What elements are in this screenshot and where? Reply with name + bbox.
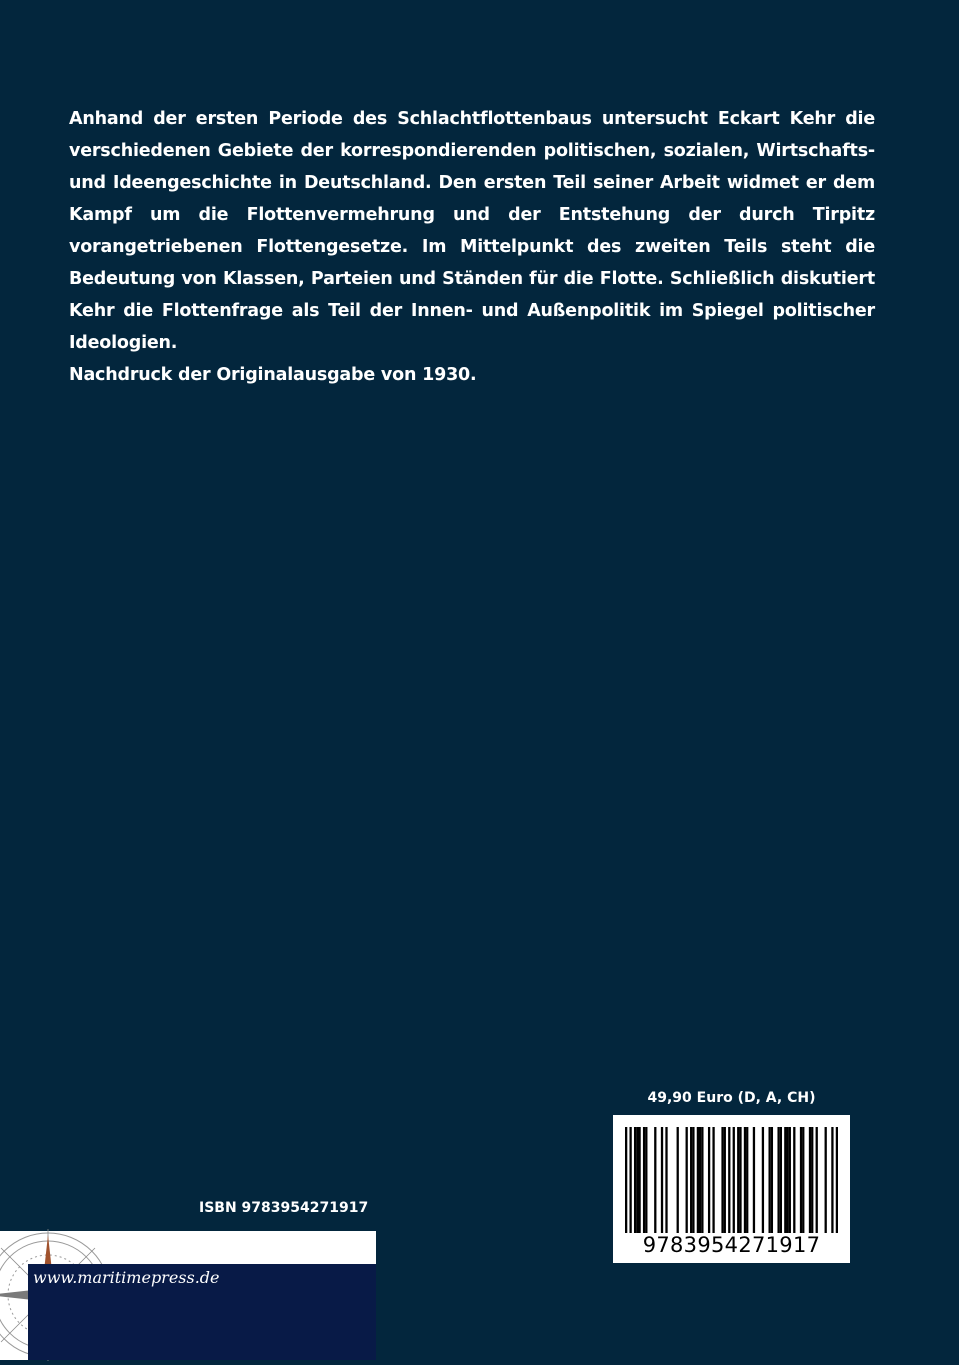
reprint-note: Nachdruck der Originalausgabe von 1930.: [69, 365, 477, 385]
barcode-bar: [634, 1127, 636, 1233]
barcode-bar: [629, 1127, 631, 1233]
barcode-bar: [746, 1127, 748, 1233]
barcode-bar: [811, 1127, 813, 1233]
barcode-bar: [728, 1127, 730, 1233]
barcode-bar: [645, 1127, 647, 1233]
barcode-bar: [739, 1127, 741, 1233]
barcode-bar: [780, 1127, 782, 1233]
barcode-bar: [692, 1127, 694, 1233]
barcode-bar: [721, 1127, 723, 1233]
barcode-bar: [771, 1127, 773, 1233]
barcode-bar: [809, 1127, 811, 1233]
barcode-bar: [784, 1127, 786, 1233]
barcode-bar: [825, 1127, 827, 1233]
barcode-icon: [625, 1127, 838, 1233]
barcode-bar: [789, 1127, 791, 1233]
barcode-bar: [708, 1127, 710, 1233]
barcode-bar: [724, 1127, 726, 1233]
publisher-logo-panel: [0, 1231, 376, 1360]
barcode-bar: [786, 1127, 788, 1233]
barcode-digits: 9783954271917: [642, 1233, 821, 1257]
barcode-bar: [733, 1127, 735, 1233]
barcode-bar: [831, 1127, 833, 1233]
barcode-bar: [665, 1127, 667, 1233]
barcode-bar: [686, 1127, 688, 1233]
barcode-bar: [793, 1127, 795, 1233]
barcode-bar: [654, 1127, 656, 1233]
barcode-bar: [677, 1127, 679, 1233]
isbn-label: ISBN 9783954271917: [199, 1200, 369, 1216]
barcode-bar: [816, 1127, 818, 1233]
barcode-bar: [638, 1127, 640, 1233]
blurb-text-block: [69, 103, 875, 391]
barcode-panel: [613, 1115, 850, 1263]
barcode-bar: [701, 1127, 703, 1233]
barcode-bar: [777, 1127, 779, 1233]
barcode-bar: [762, 1127, 764, 1233]
barcode-bar: [636, 1127, 638, 1233]
barcode-bar: [802, 1127, 804, 1233]
barcode-bar: [643, 1127, 645, 1233]
blurb-paragraph: Anhand der ersten Periode des Schlachtflottenbaus untersucht Eckart Kehr die verschiedenen Gebiete der korrespondierenden politischen, sozialen, Wirtschafts- und Ideengeschichte in Deutschland. Den ersten Teil seiner Arbeit widmet er dem Kampf um die Flottenvermehrung und der Entstehung der durch Tirpitz vorangetriebenen Flottengesetze. Im Mittelpunkt des zweiten Teils steht die Bedeutung von Klassen, Parteien und Ständen für die Flotte. Schließlich diskutiert Kehr die Flottenfrage als Teil der Innen- und Außenpolitik im Spiegel politischer Ideologien.: [69, 109, 875, 353]
barcode-bar: [690, 1127, 692, 1233]
barcode-bar: [768, 1127, 770, 1233]
barcode-bar: [737, 1127, 739, 1233]
publisher-url: www.maritimepress.de: [33, 1268, 220, 1287]
price-label: 49,90 Euro (D, A, CH): [647, 1090, 816, 1106]
barcode-bar: [800, 1127, 802, 1233]
barcode-bar: [697, 1127, 699, 1233]
barcode-bar: [699, 1127, 701, 1233]
barcode-bar: [753, 1127, 755, 1233]
barcode-bar: [836, 1127, 838, 1233]
barcode-bar: [744, 1127, 746, 1233]
barcode-bar: [712, 1127, 714, 1233]
barcode-bar: [661, 1127, 663, 1233]
barcode-bar: [625, 1127, 627, 1233]
